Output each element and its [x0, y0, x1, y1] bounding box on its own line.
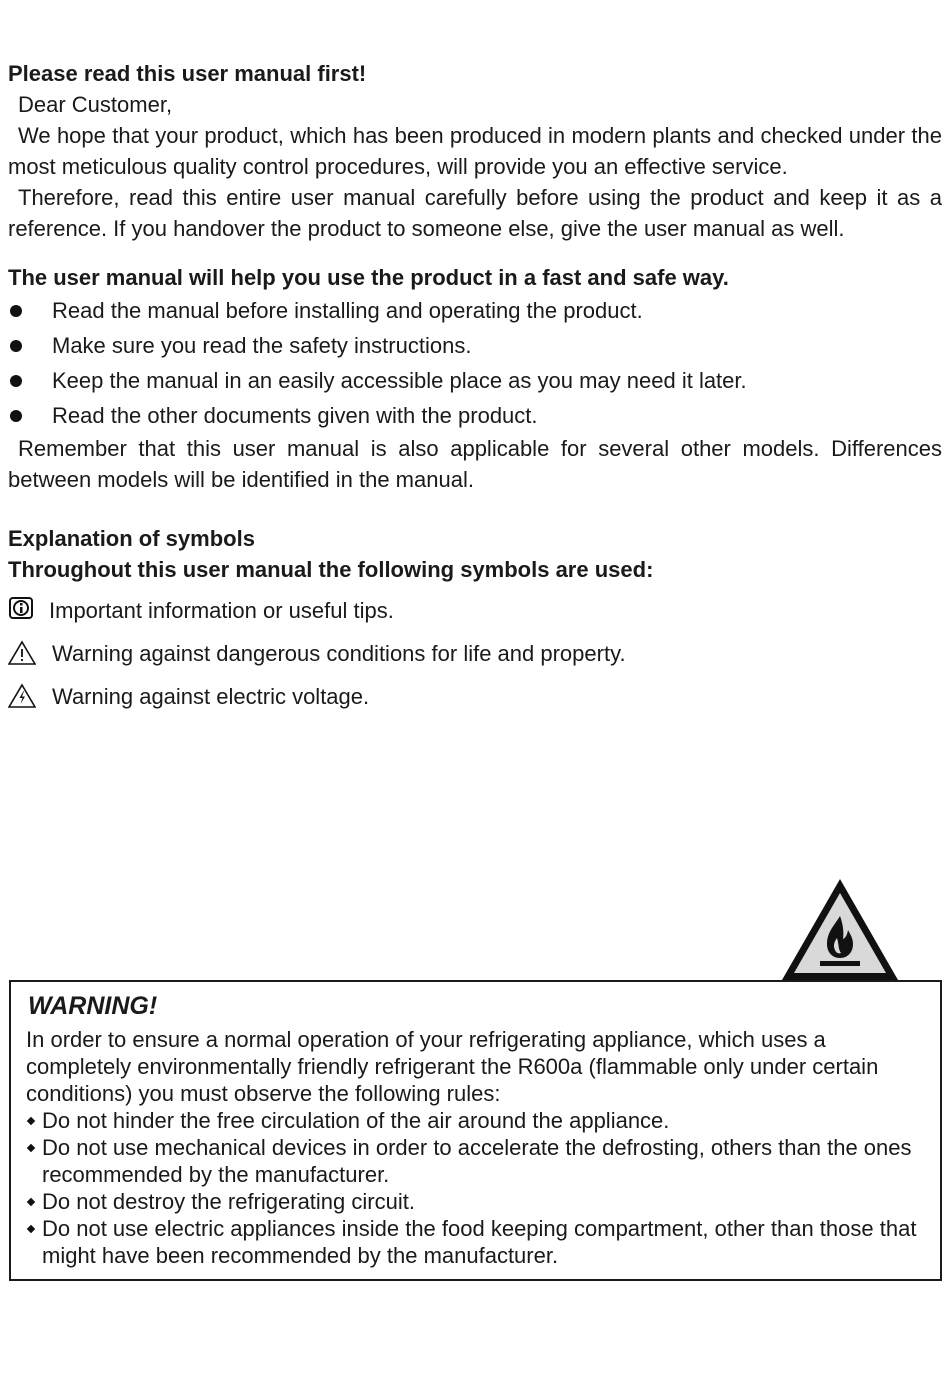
- warning-rules-list: [26, 1107, 926, 1269]
- flammable-warning-icon: [779, 876, 901, 984]
- warning-box: [9, 980, 942, 1281]
- list-item: Do not destroy the refrigerating circuit.: [26, 1188, 926, 1215]
- diamond-bullet-icon: [27, 1144, 35, 1152]
- list-item: Keep the manual in an easily accessible place as you may need it later.: [8, 363, 942, 398]
- symbol-row-info: Important information or useful tips.: [8, 595, 942, 626]
- warning-triangle-icon: [8, 640, 36, 666]
- intro-paragraph-2: Therefore, read this entire user manual carefully before using the product and keep it as a reference. If you handover the product to someone else, give the user manual as well.: [8, 185, 942, 241]
- bullet-dot-icon: [10, 340, 22, 352]
- electric-warning-icon: [8, 683, 36, 709]
- list-item: Read the other documents given with the product.: [8, 398, 942, 433]
- list-item: Read the manual before installing and operating the product.: [8, 293, 942, 328]
- manual-page: [8, 58, 942, 712]
- list-item: Do not use mechanical devices in order to accelerate the defrosting, others than the ones recommended by the manufacturer.: [26, 1134, 926, 1188]
- diamond-bullet-icon: [27, 1225, 35, 1233]
- help-heading: The user manual will help you use the product in a fast and safe way.: [8, 265, 729, 290]
- bullet-dot-icon: [10, 410, 22, 422]
- bullet-dot-icon: [10, 375, 22, 387]
- list-item: Do not use electric appliances inside the food keeping compartment, other than those that might have been recommended by the manufacturer.: [26, 1215, 926, 1269]
- models-note: Remember that this user manual is also applicable for several other models. Differences between models will be identified in the manual.: [8, 436, 942, 492]
- symbols-heading: Explanation of symbols: [8, 526, 255, 551]
- bullet-dot-icon: [10, 305, 22, 317]
- greeting: Dear Customer,: [18, 92, 173, 117]
- diamond-bullet-icon: [27, 1198, 35, 1206]
- warning-body: In order to ensure a normal operation of your refrigerating appliance, which uses a completely environmentally friendly refrigerant the R600a (flammable only under certain conditions) you must observe the following rules:: [26, 1027, 879, 1106]
- warning-title: WARNING!: [28, 992, 158, 1020]
- list-item: Do not hinder the free circulation of the air around the appliance.: [26, 1107, 926, 1134]
- symbol-row-electric: Warning against electric voltage.: [8, 681, 942, 712]
- symbols-subheading: Throughout this user manual the following symbols are used:: [8, 557, 654, 582]
- symbol-row-warning: Warning against dangerous conditions for life and property.: [8, 638, 942, 669]
- intro-title: Please read this user manual first!: [8, 61, 367, 86]
- diamond-bullet-icon: [27, 1117, 35, 1125]
- list-item: Make sure you read the safety instructions.: [8, 328, 942, 363]
- help-bullet-list: [8, 293, 942, 433]
- intro-paragraph-1: We hope that your product, which has been produced in modern plants and checked under the most meticulous quality control procedures, will provide you an effective service.: [8, 123, 942, 179]
- info-icon: [8, 597, 36, 623]
- symbols-section: [8, 523, 942, 712]
